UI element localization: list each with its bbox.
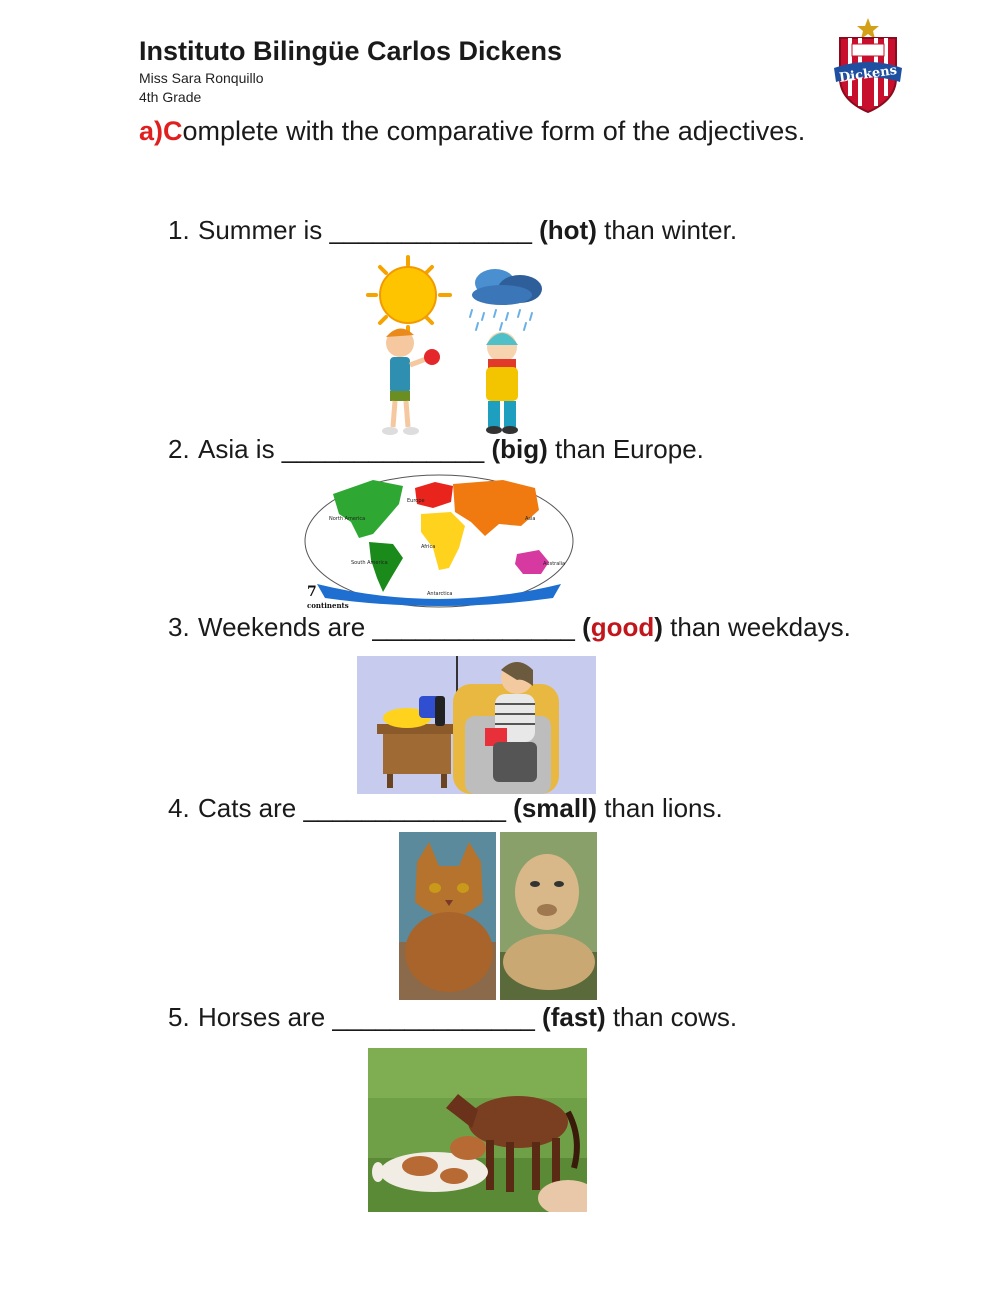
teacher-name: Miss Sara Ronquillo <box>139 70 264 86</box>
rain-cloud-icon <box>470 269 542 330</box>
weekend-relaxing-illustration <box>357 656 596 794</box>
summer-winter-illustration <box>360 255 552 437</box>
label-south-america: South America <box>351 560 388 566</box>
label-europe: Europe <box>407 498 425 504</box>
adjective-big: (big) <box>491 434 548 464</box>
label-antarctica: Antarctica <box>427 591 453 597</box>
exercise-item-4: 4. Cats are ______________ (small) than lions. <box>168 793 723 823</box>
adjective-fast: (fast) <box>542 1002 606 1032</box>
exercise-item-1: 1. Summer is ______________ (hot) than winter. <box>168 215 738 245</box>
label-north-america: North America <box>329 516 366 522</box>
label-asia: Asia <box>525 516 536 522</box>
school-logo <box>830 16 906 116</box>
adjective-small: (small) <box>513 793 597 823</box>
cat-lion-photos <box>399 832 597 1000</box>
instruction-text: omplete with the comparative form of the adjectives. <box>182 116 806 146</box>
horse-cow-photo <box>368 1048 587 1212</box>
sun-icon <box>368 257 450 335</box>
instruction-first-letter: C <box>163 116 183 146</box>
label-australia: Australia <box>543 561 566 567</box>
world-map <box>303 474 575 612</box>
continent-count-label: continents <box>307 601 349 610</box>
adjective-hot: (hot) <box>539 215 597 245</box>
logo-text: Dickens <box>838 63 898 86</box>
hot-kid-figure <box>382 328 440 435</box>
exercise-item-2: 2. Asia is ______________ (big) than Europe. <box>168 434 704 464</box>
grade-label: 4th Grade <box>139 89 202 105</box>
label-africa: Africa <box>421 544 436 550</box>
exercise-item-3: 3. Weekends are ______________ (good) than weekdays. <box>168 612 851 642</box>
cold-kid-figure <box>486 332 518 434</box>
adjective-good: good <box>590 612 655 642</box>
continent-count: 7 <box>307 584 317 600</box>
instruction <box>139 116 805 147</box>
instruction-letter: a) <box>139 116 164 146</box>
school-name: Instituto Bilingüe Carlos Dickens <box>139 36 563 66</box>
exercise-item-5: 5. Horses are ______________ (fast) than cows. <box>168 1002 738 1032</box>
